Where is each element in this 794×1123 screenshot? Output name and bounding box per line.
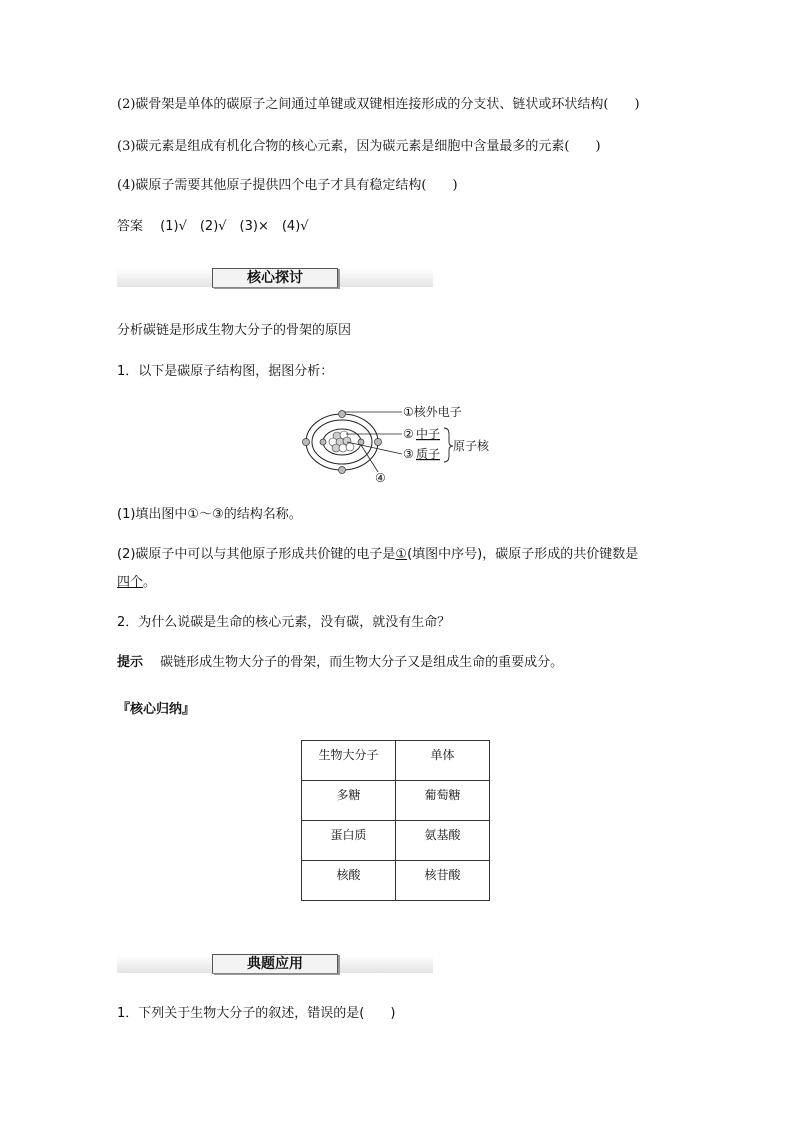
application-question-1: 1．下列关于生物大分子的叙述，错误的是( ) bbox=[117, 1006, 396, 1021]
hint-text: 碳链形成生物大分子的骨架，而生物大分子又是组成生命的重要成分。 bbox=[160, 655, 564, 670]
statement-4: (4)碳原子需要其他原子提供四个电子才具有稳定结构( ) bbox=[117, 178, 458, 193]
statement-2: (2)碳骨架是单体的碳原子之间通过单键或双键相连接形成的分支状、链状或环状结构( ) bbox=[117, 97, 640, 112]
label-neutron: 中子 bbox=[416, 427, 441, 441]
table-cell: 蛋白质 bbox=[302, 821, 396, 861]
table-cell: 核苷酸 bbox=[396, 861, 490, 901]
label-proton-num: ③ bbox=[403, 447, 414, 461]
answer-line bbox=[117, 217, 309, 237]
table-header: 生物大分子 bbox=[302, 741, 396, 781]
table-cell: 多糖 bbox=[302, 781, 396, 821]
topic-line: 分析碳链是形成生物大分子的骨架的原因 bbox=[117, 323, 352, 338]
table-header-row bbox=[302, 741, 490, 781]
label-nucleus: 原子核 bbox=[453, 439, 490, 453]
table-cell: 核酸 bbox=[302, 861, 396, 901]
section-banner-core bbox=[117, 269, 433, 287]
table-row bbox=[302, 781, 490, 821]
macromolecule-table bbox=[301, 740, 490, 901]
label-neutron-num: ② bbox=[403, 427, 414, 441]
answer-text: (1)√ (2)√ (3)× (4)√ bbox=[160, 219, 309, 234]
table-cell: 葡萄糖 bbox=[396, 781, 490, 821]
q1-sub2-cont: 四个。 bbox=[117, 575, 157, 590]
label-4: ④ bbox=[375, 471, 386, 485]
statement-3: (3)碳元素是组成有机化合物的核心元素，因为碳元素是细胞中含量最多的元素( ) bbox=[117, 139, 601, 154]
section-banner-application bbox=[117, 955, 433, 973]
answer-label: 答案 bbox=[117, 219, 144, 234]
table-row bbox=[302, 821, 490, 861]
table-header: 单体 bbox=[396, 741, 490, 781]
answer-bonds: 四个 bbox=[117, 575, 144, 590]
hint-label: 提示 bbox=[117, 655, 144, 670]
q1-sub1: (1)填出图中①～③的结构名称。 bbox=[117, 507, 302, 522]
q1-sub2: (2)碳原子中可以与其他原子形成共价键的电子是①(填图中序号)，碳原子形成的共价键数是 bbox=[117, 547, 639, 562]
summary-title: 『核心归纳』 bbox=[117, 702, 196, 717]
question-2: 2．为什么说碳是生命的核心元素，没有碳，就没有生命？ bbox=[117, 615, 451, 630]
section-title-application: 典题应用 bbox=[212, 954, 338, 974]
question-1: 1．以下是碳原子结构图，据图分析： bbox=[117, 364, 334, 379]
label-proton: 质子 bbox=[416, 447, 441, 461]
label-outer-electron: ①核外电子 bbox=[403, 405, 462, 419]
carbon-atom-diagram bbox=[298, 398, 508, 486]
answer-electron: ① bbox=[395, 547, 408, 562]
section-title-core: 核心探讨 bbox=[212, 268, 338, 288]
table-row bbox=[302, 861, 490, 901]
table-cell: 氨基酸 bbox=[396, 821, 490, 861]
hint-line bbox=[117, 653, 563, 673]
brace bbox=[444, 428, 453, 462]
